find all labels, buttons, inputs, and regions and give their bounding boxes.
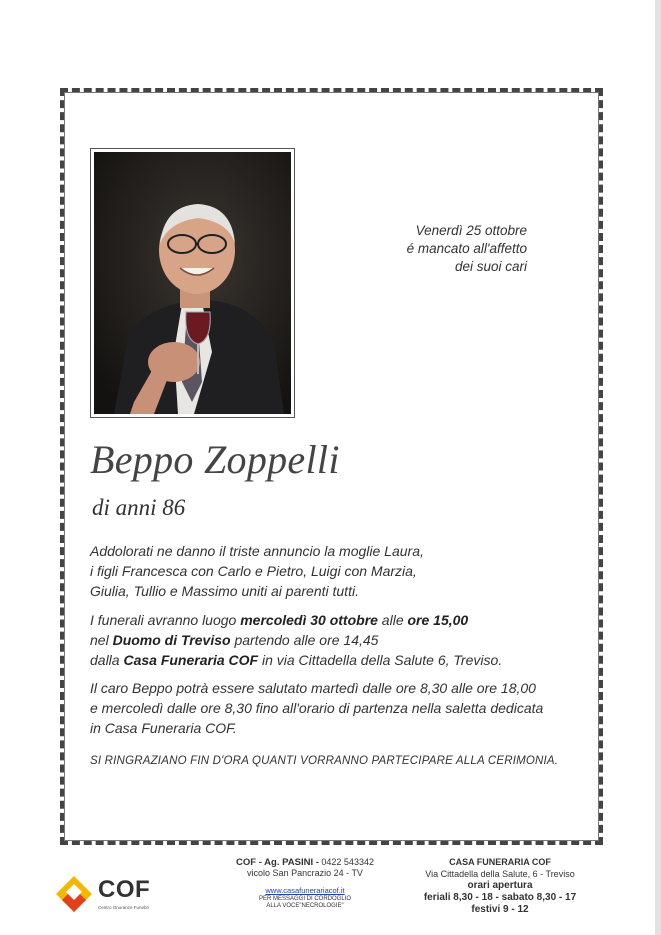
funeral-day: mercoledì 30 ottobre — [240, 612, 378, 628]
agency-address: vicolo San Pancrazio 24 - TV — [247, 868, 363, 878]
thanks-line: SI RINGRAZIANO FIN D'ORA QUANTI VORRANNO PARTECIPARE ALLA CERIMONIA. — [90, 755, 559, 767]
text-line: Giulia, Tullio e Massimo uniti ai parenti tutti. — [90, 583, 359, 599]
agency-title: COF - Ag. PASINI - — [236, 857, 319, 868]
text-run: nel — [90, 632, 113, 648]
departure-venue: Casa Funeraria COF — [123, 652, 259, 668]
text-line: in Casa Funeraria COF. — [90, 720, 237, 736]
date-line: é mancato all'affetto — [406, 241, 527, 256]
opening-hours-label: orari apertura — [467, 880, 533, 891]
deceased-name: Beppo Zoppelli — [90, 437, 340, 482]
text-run: alle — [377, 612, 408, 628]
text-run: partendo alle ore 14,45 — [230, 632, 379, 648]
funeral-home-address: Via Cittadella della Salute, 6 - Treviso — [425, 869, 575, 879]
funeral-venue: Duomo di Treviso — [112, 632, 231, 648]
portrait-photo — [90, 148, 295, 418]
family-paragraph — [90, 541, 590, 601]
condolence-note: ALLA VOCE"NECROLOGIE" — [266, 903, 344, 909]
text-line: Il caro Beppo potrà essere salutato martedì dalle ore 8,30 alle ore 18,00 — [90, 680, 536, 696]
website-link[interactable]: www.casafunerariacof.it — [265, 886, 345, 895]
opening-hours-holiday: festivi 9 - 12 — [471, 904, 529, 915]
condolence-note: PER MESSAGGI DI CORDOGLIO — [258, 896, 351, 902]
opening-hours-weekday: feriali 8,30 - 18 - sabato 8,30 - 17 — [423, 892, 577, 903]
text-run: dalla — [90, 652, 124, 668]
text-line: Addolorati ne danno il triste annuncio la moglie Laura, — [90, 543, 424, 559]
agency-info — [220, 857, 390, 910]
text-line — [90, 650, 590, 670]
funeral-home-title: CASA FUNERARIA COF — [449, 857, 551, 867]
visitation-paragraph — [90, 678, 590, 738]
text-line — [90, 630, 590, 650]
portrait-image — [94, 152, 291, 414]
cof-logo-text: COF — [98, 876, 151, 903]
date-line: Venerdì 25 ottobre — [415, 223, 527, 238]
page-edge — [655, 0, 661, 935]
date-line: dei suoi cari — [454, 259, 527, 274]
text-line: e mercoledì dalle ore 8,30 fino all'orario di partenza nella saletta dedicata — [90, 700, 544, 716]
text-line — [90, 610, 590, 630]
funeral-time: ore 15,00 — [407, 612, 469, 628]
funeral-paragraph — [90, 610, 590, 670]
agency-phone: 0422 543342 — [321, 857, 374, 867]
cof-logo-subtitle: Centro Onoranze Funebri — [98, 905, 150, 910]
deceased-age: di anni 86 — [92, 495, 186, 520]
text-line: i figli Francesca con Carlo e Pietro, Luigi con Marzia, — [90, 563, 417, 579]
funeral-home-info — [415, 856, 585, 916]
text-run: in via Cittadella della Salute 6, Treviso. — [258, 652, 503, 668]
date-announcement — [307, 222, 527, 276]
text-run: I funerali avranno luogo — [90, 612, 241, 628]
